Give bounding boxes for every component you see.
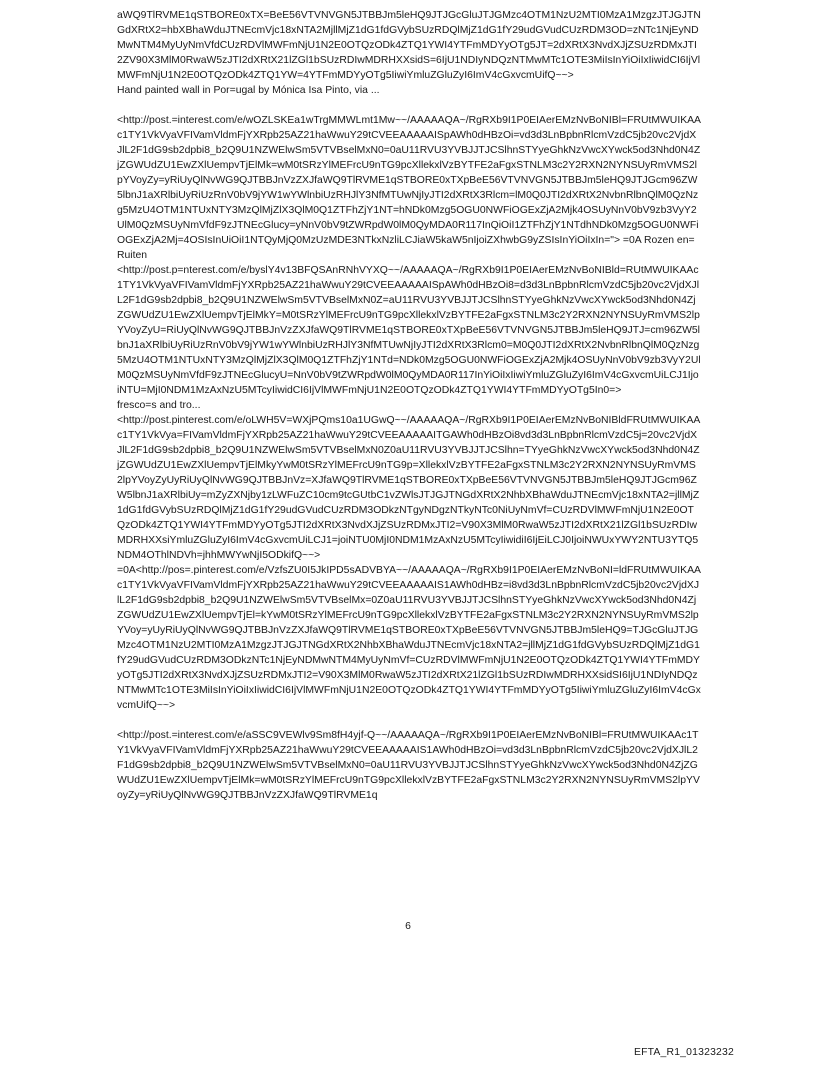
encoded-link-block: <http://post.=interest.com/e/wOZLSKEa1wTrgMMWLmt1Mw~~/AAAAAQA~/RgRXb9I1P0EIAerEMzNvBoNIBl=FRUtMWUIKAAc1TY1VkVyaVFIVamVldmFjYXRpb25AZ21haWwuY29tCVEEAAAAAISpAWh0dHBzOi=vd3d3LnBpbnRlcmVzdC5jb20vc2VjdXJlL2F1dG9sb2dpbi8_b2Q9U1NZWElwSm5VTVBselMxN0=0aU11RVU3YVBJJTJCSlhnSTYyeGhkNzVwcXYwck5od3Nhd0N4ZjZGWUdZU1EwZXlUempvTjElMk=wM0tSRzYlMEFrcU9nTG9pcXllekxlVzBYTFE2aFgxSTNLM3c2Y2RXN2NYNSUyRmVMS2lpYVoyZy=yRiUyQlNvWG9QJTBBJnVzZXJfaWQ9TlRVME1qSTBORE0xTXpBeE56VTVNVGN5JTBBJm5leHQ9JTJGcm96ZW5lbnJ1aXRlbiUyRiUzRnV0bV9jYW1wYWlnbiUzRHJlY3NfMTUwNjIyJTI2dXRtX3Rlcm=lM0Q0JTI2dXRtX2NvbnRlbnQlM0QzNzg5MzU4OTM1NTUxNTY3MzQlMjZlX3QlM0Q1ZTFhZjY1NT=hNDk0Mzg5OGU0NWFiOGExZjA2Mjk4OSUyNnV0bV9zb3VyY2UlM0QzMSUyNmVfdF9zJTNEcGlucy=yNnV0bV9tZWRpdW0lM0QyMDA0R117InQiOiI1ZTFhZjY1NTdhNDk0Mzg5OGU0NWFiOGExZjA2Mj=4OSIsInUiOiI1NTQyMjQ0MzUzMDE3NTkxNzliLCJiaW5kaW5nIjoiZXhwbG9yZSIsInYiOiIxIn="> =0A Rozen en=Ruiten [117, 115, 701, 261]
email-body-text [117, 8, 701, 803]
page-number: 6 [405, 921, 411, 932]
document-id: EFTA_R1_01323232 [633, 1047, 734, 1058]
encoded-link-block: aWQ9TlRVME1qSTBORE0xTX=BeE56VTVNVGN5JTBBJm5leHQ9JTJGcGluJTJGMzc4OTM1NzU2MTI0MzA1MzgzJTJGJTNGdXRtX2=hbXBhaWduJTNEcmVjc18xNTA2MjllMjZ1dG1fdGVybSUzRDQlMjZ1dG1fY29udGVudCUzRDM3OD=zNTc1NjEyNDMwNTM4MyUyNmVfdCUzRDVlMWFmNjU1N2E0OTQzODk4ZTQ1YWI4YTFmMDYyOTg5JT=2dXRtX3NvdXJjZSUzRDMxJTI2ZV90X3MlM0RwaW5zJTI2dXRtX21lZGl1bSUzRDIwMDRHXXsidS=6IjU1NDIyNDQzNTMwMTc1OTE3MiIsInYiOiIxIiwidCI6IjVlMWFmNjU1N2E0OTQzODk4ZTQ1YW=4YTFmMDYyOTg5IiwiYmluZGluZyI6ImV4cGxvcmUifQ~~> [117, 10, 701, 81]
encoded-link-block: <http://post.p=nterest.com/e/byslY4v13BFQSAnRNhVYXQ~~/AAAAAQA~/RgRXb9I1P0EIAerEMzNvBoNIBld=RUtMWUIKAAc1TY1VkVyaVFIVamVldmFjYXRpb25AZ21haWwuY29tCVEEAAAAAISpAWh0dHBzOi8=d3d3LnBpbnRlcmVzdC5jb20vc2VjdXJlL2F1dG9sb2dpbi8_b2Q9U1NZWElwSm5VTVBselMxN0Z=aU11RVU3YVBJJTJCSlhnSTYyeGhkNzVwcXYwck5od3Nhd0N4ZjZGWUdZU1EwZXlUempvTjElMkY=M0tSRzYlMEFrcU9nTG9pcXllekxlVzBYTFE2aFgxSTNLM3c2Y2RXN2NYNSUyRmVMS2lpYVoyZyU=RiUyQlNvWG9QJTBBJnVzZXJfaWQ9TlRVME1qSTBORE0xTXpBeE56VTVNVGN5JTBBJm5leHQ9JTJ=cm96ZW5lbnJ1aXRlbiUyRiUzRnV0bV9jYW1wYWlnbiUzRHJlY3NfMTUwNjIyJTI2dXRtX3Rlcm0=M0Q0JTI2dXRtX2NvbnRlbnQlM0QzNzg5MzU4OTM1NTUxNTY3MzQlMjZlX3QlM0Q1ZTFhZjY1NTd=NDk0Mzg5OGU0NWFiOGExZjA2Mjk4OSUyNnV0bV9zb3VyY2UlM0QzMSUyNmVfdF9zJTNEcGlucyU=NnV0bV9tZWRpdW0lM0QyMDA0R117InYiOiIxIiwiYmluZGluZyI6ImV4cGxvcmUiLCJ1IjoiNTU=MjI0NDM1MzAxNzU5MTcyIiwidCI6IjVlMWFmNjU1N2E0OTQzODk4ZTQ1YWI4YTFmMDYyOTg5In0=> [117, 265, 701, 396]
encoded-link-block: <http://post.=interest.com/e/aSSC9VEWlv9Sm8fH4yjf-Q~~/AAAAAQA~/RgRXb9I1P0EIAerEMzNvBoNIBl=FRUtMWUIKAAc1TY1VkVyaVFIVamVldmFjYXRpb25AZ21haWwuY29tCVEEAAAAAIS1AWh0dHBzOi=vd3d3LnBpbnRlcmVzdC5jb20vc2VjdXJlL2F1dG9sb2dpbi8_b2Q9U1NZWElwSm5VTVBselMxN0=0aU11RVU3YVBJJTJCSlhnSTYyeGhkNzVwcXYwck5od3Nhd0N4ZjZGWUdZU1EwZXlUempvTjElMk=wM0tSRzYlMEFrcU9nTG9pcXllekxlVzBYTFE2aFgxSTNLM3c2Y2RXN2NYNSUyRmVMS2lpYVoyZy=yRiUyQlNvWG9QJTBBJnVzZXJfaWQ9TlRVME1q [117, 730, 700, 801]
pin-caption: Hand painted wall in Por=ugal by Mónica Isa Pinto, via ... [117, 85, 380, 96]
encoded-link-block: <http://post.pinterest.com/e/oLWH5V=WXjPQms10a1UGwQ~~/AAAAAQA~/RgRXb9I1P0EIAerEMzNvBoNIBldFRUtMWUIKAAc1TY1VkVya=FIVamVldmFjYXRpb25AZ21haWwuY29tCVEEAAAAAITGAWh0dHBzOi8vd3d3LnBpbnRlcmVzdC5j=20vc2VjdXJlL2F1dG9sb2dpbi8_b2Q9U1NZWElwSm5VTVBselMxN0Z0aU11RVU3YVBJJTJCSlhn=TYyeGhkNzVwcXYwck5od3Nhd0N4ZjZGWUdZU1EwZXlUempvTjElMkyYwM0tSRzYlMEFrcU9nTG9p=XllekxlVzBYTFE2aFgxSTNLM3c2Y2RXN2NYNSUyRmVMS2lpYVoyZyUyRiUyQlNvWG9QJTBBJnVz=XJfaWQ9TlRVME1qSTBORE0xTXpBeE56VTVNVGN5JTBBJm5leHQ9JTJGcm96ZW5lbnJ1aXRlbiUy=mZyZXNjby1zLWFuZC10cm9tcGUtbC1vZWlsJTJGJTNGdXRtX2NhbXBhaWduJTNEcmVjc18xNTA2=jllMjZ1dG1fdGVybSUzRDQlMjZ1dG1fY29udGVudCUzRDM3ODkzNTgyNDgzNTkyNTc0NiUyNmVf=CUzRDVlMWFmNjU1N2E0OTQzODk4ZTQ1YWI4YTFmMDYyOTg5JTI2dXRtX3NvdXJjZSUzRDMxJTI2=V90X3MlM0RwaW5zJTI2dXRtX21lZGl1bSUzRDIwMDRHXXsiYmluZGluZyI6ImV4cGxvcmUiLCJ1=joiNTU0MjI0NDM1MzAxNzU5MTcyIiwidiI6IjEiLCJ0IjoiNWUxYWY2NTU3YTQ5NDM4OThlNDVh=jhhMWYwNjI5ODkifQ~~> [117, 415, 701, 561]
encoded-link-block: =0A<http://pos=.pinterest.com/e/VzfsZU0I5JkIPD5sADVBYA~~/AAAAAQA~/RgRXb9I1P0EIAerEMzNvBoNI=ldFRUtMWUIKAAc1TY1VkVyaVFIVamVldmFjYXRpb25AZ21haWwuY29tCVEEAAAAAIS1AWh0dHBz=i8vd3d3LnBpbnRlcmVzdC5jb20vc2VjdXJlL2F1dG9sb2dpbi8_b2Q9U1NZWElwSm5VTVBselMx=0Z0aU11RVU3YVBJJTJCSlhnSTYyeGhkNzVwcXYwck5od3Nhd0N4ZjZGWUdZU1EwZXlUempvTjEl=kYwM0tSRzYlMEFrcU9nTG9pcXllekxlVzBYTFE2aFgxSTNLM3c2Y2RXN2NYNSUyRmVMS2lpYVoy=yUyRiUyQlNvWG9QJTBBJnVzZXJfaWQ9TlRVME1qSTBORE0xTXpBeE56VTVNVGN5JTBBJm5leHQ9=TJGcGluJTJGMzc4OTM1NzU2MTI0MzA1MzgzJTJGJTNGdXRtX2NhbXBhaWduJTNEcmVjc18xNTA2=jllMjZ1dG1fdGVybSUzRDQlMjZ1dG1fY29udGVudCUzRDM3ODkzNTc1NjEyNDMwNTM4MyUyNmVf=CUzRDVlMWFmNjU1N2E0OTQzODk4ZTQ1YWI4YTFmMDYyOTg5JTI2dXRtX3NvdXJjZSUzRDMxJTI2=V90X3MlM0RwaW5zJTI2dXRtX21lZGl1bSUzRDIwMDRHXXsidSI6IjU1NDIyNDQzNTMwMTc1OTE3MiIsInYiOiIxIiwidCI6IjVlMWFmNjU1N2E0OTQzODk4ZTQ1YWI4YTFmMDYyOTg5IiwiYmluZGluZyI6ImV4cGxvcmUifQ~~> [117, 565, 701, 711]
pin-caption: fresco=s and tro... [117, 400, 201, 411]
